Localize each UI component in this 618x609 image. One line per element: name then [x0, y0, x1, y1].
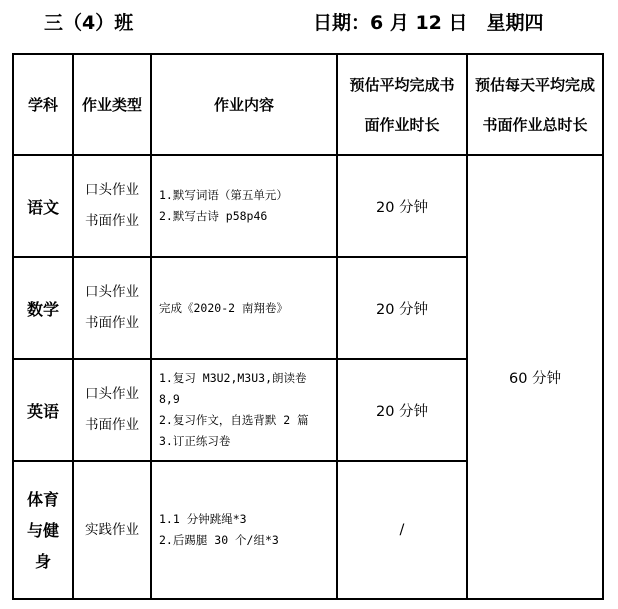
subject-line: 体育: [26, 489, 59, 509]
content-cell: [151, 359, 337, 461]
content-line: 2.默写古诗 p58p46: [159, 209, 268, 223]
type-cell: [73, 155, 151, 257]
homework-table: [12, 53, 604, 600]
type-line: 书面作业: [85, 315, 139, 331]
type-cell: [73, 257, 151, 359]
content-cell: [151, 155, 337, 257]
content-line: 2.后踢腿 30 个/组*3: [159, 533, 279, 547]
table-row: [13, 155, 603, 257]
type-line: 口头作业: [85, 386, 139, 402]
time-cell: 20 分钟: [337, 359, 467, 461]
subject-line: 身: [34, 551, 51, 571]
class-name: 三（4）班: [44, 12, 134, 34]
column-header-time: [337, 54, 467, 155]
total-time-cell: 60 分钟: [467, 155, 603, 599]
content-line: 1.1 分钟跳绳*3: [159, 512, 247, 526]
column-header-content: 作业内容: [151, 54, 337, 155]
column-header-type: 作业类型: [73, 54, 151, 155]
type-cell: 实践作业: [73, 461, 151, 599]
table-header-row: [13, 54, 603, 155]
subject-cell: 数学: [13, 257, 73, 359]
date-label: 日期：6 月 12 日 星期四: [313, 12, 544, 34]
column-header-total-line: 预估每天平均完成: [474, 75, 595, 94]
column-header-total-line: 书面作业总时长: [482, 115, 588, 134]
type-line: 书面作业: [85, 417, 139, 433]
content-line: 3.订正练习卷: [159, 434, 231, 448]
subject-cell: [13, 461, 73, 599]
column-header-time-line: 预估平均完成书: [349, 75, 455, 94]
time-cell: 20 分钟: [337, 257, 467, 359]
type-line: 书面作业: [85, 213, 139, 229]
content-line: 1.默写词语（第五单元）: [159, 188, 288, 202]
subject-cell: 语文: [13, 155, 73, 257]
subject-cell: 英语: [13, 359, 73, 461]
type-cell: [73, 359, 151, 461]
content-line: 2.复习作文，自选背默 2 篇: [159, 413, 309, 427]
content-cell: [151, 257, 337, 359]
type-line: 口头作业: [85, 284, 139, 300]
column-header-total: [467, 54, 603, 155]
column-header-time-line: 面作业时长: [364, 115, 440, 134]
content-cell: [151, 461, 337, 599]
type-line: 口头作业: [85, 182, 139, 198]
page-header: [0, 8, 618, 38]
time-cell: /: [337, 461, 467, 599]
column-header-subject: 学科: [13, 54, 73, 155]
time-cell: 20 分钟: [337, 155, 467, 257]
content-line: 8,9: [159, 392, 180, 406]
content-line: 完成《2020-2 南翔卷》: [159, 300, 288, 315]
subject-line: 与健: [26, 520, 59, 540]
content-line: 1.复习 M3U2,M3U3,朗读卷: [159, 371, 307, 385]
